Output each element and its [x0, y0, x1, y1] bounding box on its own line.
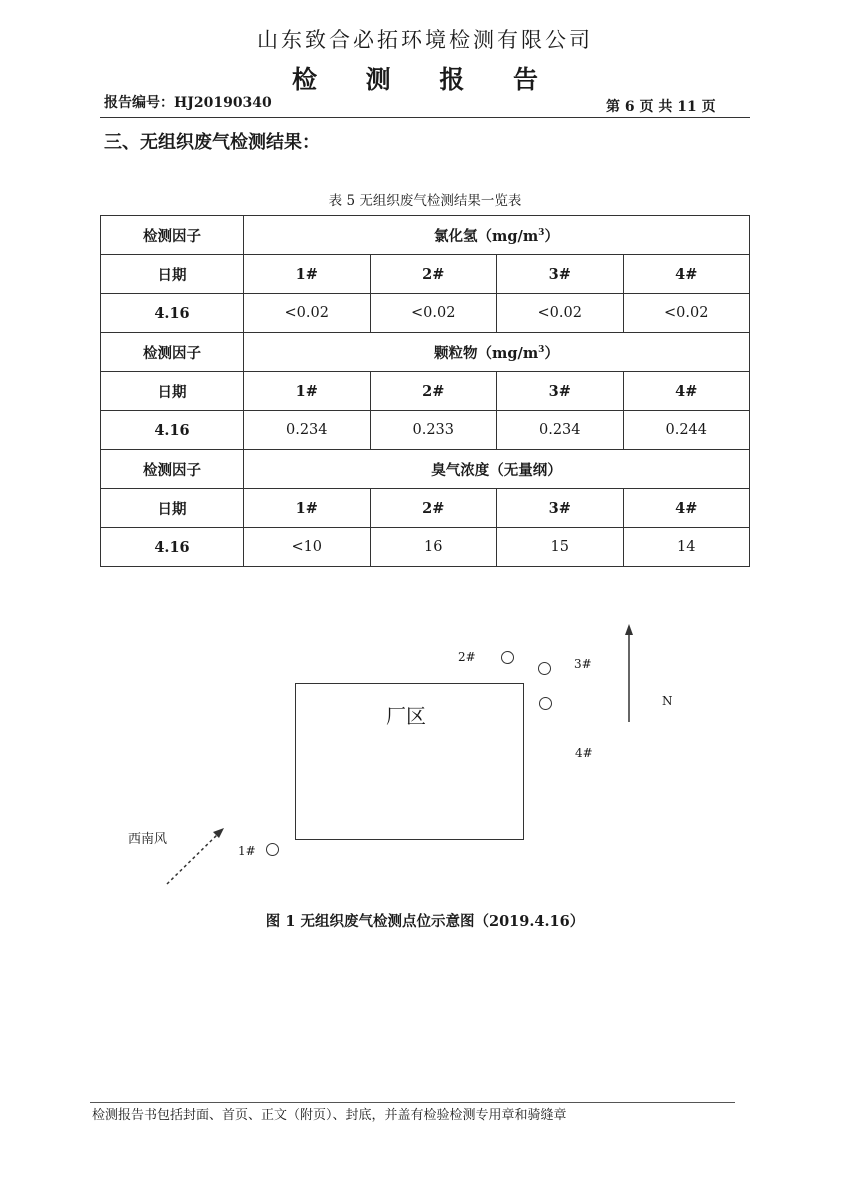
- value-cell: 14: [623, 528, 750, 567]
- date-cell: 4.16: [101, 528, 244, 567]
- factor-name: 颗粒物$(mg/m^3)$: [244, 333, 750, 372]
- value-cell: 0.233: [370, 411, 497, 450]
- footer-divider: [90, 1102, 735, 1103]
- value-cell: 0.234: [497, 411, 624, 450]
- point-header: 2#: [370, 489, 497, 528]
- value-cell: 15: [497, 528, 624, 567]
- north-arrow-icon: [625, 624, 633, 722]
- page-info: 第 6 页 共 11 页: [606, 99, 716, 115]
- point-header: 1#: [244, 489, 371, 528]
- factor-label: 检测因子: [101, 216, 244, 255]
- point-3-label: 3#: [574, 657, 592, 671]
- point-4-label: 4#: [575, 746, 593, 760]
- factor-name: 氯化氢$(mg/m^3)$: [244, 216, 750, 255]
- value-cell: 16: [370, 528, 497, 567]
- wind-arrow-icon: [167, 828, 224, 884]
- point-header: 4#: [623, 255, 750, 294]
- date-cell: 4.16: [101, 411, 244, 450]
- value-cell: <0.02: [244, 294, 371, 333]
- footer-note: 检测报告书包括封面、首页、正文（附页）、封底，并盖有检验检测专用章和骑缝章: [92, 1108, 567, 1123]
- value-cell: <0.02: [497, 294, 624, 333]
- north-label: N: [662, 694, 673, 708]
- wind-direction-label: 西南风: [128, 832, 168, 847]
- figure-caption: 图 1 无组织废气检测点位示意图（2019.4.16）: [265, 913, 585, 930]
- point-2-label: 2#: [458, 650, 476, 664]
- value-cell: <0.02: [370, 294, 497, 333]
- point-header: 3#: [497, 255, 624, 294]
- factor-name: 臭气浓度（无量纲）: [244, 450, 750, 489]
- value-cell: 0.234: [244, 411, 371, 450]
- point-header: 4#: [623, 489, 750, 528]
- factor-label: 检测因子: [101, 450, 244, 489]
- date-label: 日期: [101, 489, 244, 528]
- point-header: 1#: [244, 372, 371, 411]
- point-header: 2#: [370, 372, 497, 411]
- date-label: 日期: [101, 255, 244, 294]
- report-number: 报告编号：HJ20190340: [104, 95, 272, 111]
- value-cell: <10: [244, 528, 371, 567]
- company-name: 山东致合必拓环境检测有限公司: [257, 28, 593, 52]
- date-label: 日期: [101, 372, 244, 411]
- report-title: 检 测 报 告: [291, 65, 559, 94]
- point-header: 2#: [370, 255, 497, 294]
- plant-area-label: 厂区: [386, 704, 426, 728]
- point-header: 3#: [497, 372, 624, 411]
- date-cell: 4.16: [101, 294, 244, 333]
- table-caption: 表 5 无组织废气检测结果一览表: [328, 193, 522, 209]
- section-title: 三、无组织废气检测结果：: [104, 132, 320, 153]
- point-1-label: 1#: [238, 844, 256, 858]
- point-header: 1#: [244, 255, 371, 294]
- point-header: 3#: [497, 489, 624, 528]
- factor-label: 检测因子: [101, 333, 244, 372]
- value-cell: <0.02: [623, 294, 750, 333]
- value-cell: 0.244: [623, 411, 750, 450]
- point-header: 4#: [623, 372, 750, 411]
